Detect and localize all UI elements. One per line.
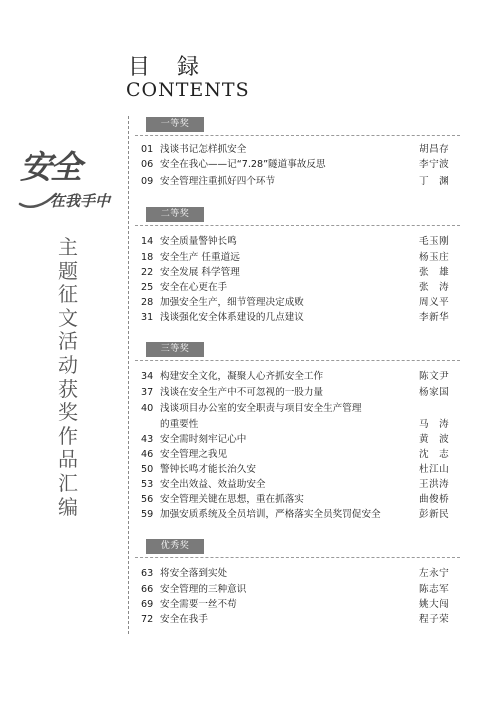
toc-author: 杨玉庄 (419, 252, 450, 263)
toc-author: 彭新民 (419, 509, 450, 520)
toc-title: 浅谈项目办公室的安全职责与项目安全生产管理 (160, 403, 362, 414)
section-label-excellence-prize: 优秀奖 (146, 539, 204, 554)
toc-author: 黄 波 (419, 434, 450, 445)
toc-author: 马 涛 (419, 419, 450, 430)
toc-entry[interactable] (141, 478, 463, 492)
toc-author: 杨家国 (419, 387, 450, 398)
toc-title: 构建安全文化，凝聚人心齐抓安全工作 (160, 371, 324, 382)
toc-title: 将安全落到实处 (160, 568, 228, 579)
toc-title: 安全生产 任重道远 (160, 252, 240, 263)
toc-page: 63 (141, 568, 154, 579)
toc-title: 警钟长鸣才能长治久安 (160, 464, 256, 475)
toc-title: 的重要性 (160, 419, 199, 430)
toc-entry[interactable] (141, 493, 463, 507)
side-title (56, 236, 80, 519)
toc-entry[interactable] (141, 598, 463, 612)
toc-title: 浅谈在安全生产中不可忽视的一股力量 (160, 387, 324, 398)
toc-page: 43 (141, 434, 154, 445)
toc-page: 25 (141, 282, 154, 293)
toc-entry[interactable] (141, 613, 463, 627)
toc-title: 安全在心更在手 (160, 282, 228, 293)
toc-entry[interactable] (141, 448, 463, 462)
toc-page: 14 (141, 236, 154, 247)
side-title-char: 品 (58, 447, 78, 472)
toc-entry-continued[interactable] (141, 418, 463, 432)
toc-entry[interactable] (141, 251, 463, 265)
toc-entry[interactable] (141, 235, 463, 249)
toc-page: 28 (141, 297, 154, 308)
section-rule (135, 557, 460, 558)
section-label-first-prize: 一等奖 (146, 117, 204, 132)
page-title: 目 録 (128, 55, 209, 80)
toc-page: 06 (141, 159, 154, 170)
toc-entry[interactable] (141, 158, 463, 172)
toc-entry[interactable] (141, 567, 463, 581)
toc-page: 56 (141, 494, 154, 505)
toc-title: 安全管理关键在思想，重在抓落实 (160, 494, 304, 505)
toc-page: 69 (141, 599, 154, 610)
toc-author: 张 涛 (419, 282, 450, 293)
toc-entry[interactable] (141, 143, 463, 157)
toc-entry[interactable] (141, 402, 463, 416)
section-rule (135, 135, 460, 136)
toc-title: 安全质量警钟长鸣 (160, 236, 237, 247)
toc-author: 陈志军 (419, 584, 450, 595)
toc-entry[interactable] (141, 175, 463, 189)
toc-entry[interactable] (141, 296, 463, 310)
toc-entry[interactable] (141, 386, 463, 400)
toc-author: 王洪涛 (419, 479, 450, 490)
toc-page: 72 (141, 614, 154, 625)
toc-page: 31 (141, 312, 154, 323)
toc-title: 加强安全生产，细节管理决定成败 (160, 297, 304, 308)
toc-page: 09 (141, 176, 154, 187)
toc-page: 46 (141, 449, 154, 460)
toc-page: 40 (141, 403, 154, 414)
toc-page: 22 (141, 267, 154, 278)
toc-author: 姚大闯 (419, 599, 450, 610)
toc-entry[interactable] (141, 463, 463, 477)
toc-author: 张 雄 (419, 267, 450, 278)
side-title-char: 动 (58, 352, 78, 377)
side-title-char: 征 (58, 282, 78, 307)
toc-title: 加强安质系统及全员培训，严格落实全员奖罚促安全 (160, 509, 381, 520)
toc-author: 李宁波 (419, 159, 450, 170)
toc-title: 安全管理注重抓好四个环节 (160, 176, 276, 187)
side-title-char: 活 (58, 329, 78, 354)
section-label-third-prize: 三等奖 (146, 342, 204, 357)
toc-title: 安全管理的三种意识 (160, 584, 247, 595)
toc-author: 丁 渊 (419, 176, 450, 187)
section-rule (135, 360, 460, 361)
toc-entry[interactable] (141, 583, 463, 597)
side-title-char: 主 (58, 235, 78, 259)
section-rule (135, 225, 460, 226)
toc-page: 34 (141, 371, 154, 382)
toc-title: 安全出效益、效益助安全 (160, 479, 266, 490)
toc-page: 01 (141, 144, 154, 155)
toc-entry[interactable] (141, 508, 463, 522)
toc-page: 53 (141, 479, 154, 490)
toc-entry[interactable] (141, 433, 463, 447)
toc-author: 曲俊桥 (419, 494, 450, 505)
toc-title: 安全管理之我见 (160, 449, 228, 460)
brand-sub-text: 在我手中 (50, 192, 111, 210)
section-label-second-prize: 二等奖 (146, 207, 204, 222)
toc-page: 18 (141, 252, 154, 263)
side-title-char: 文 (58, 305, 78, 330)
toc-author: 毛玉刚 (419, 236, 450, 247)
toc-title: 浅谈强化安全体系建设的几点建议 (160, 312, 304, 323)
toc-title: 浅谈书记怎样抓安全 (160, 144, 247, 155)
toc-entry[interactable] (141, 370, 463, 384)
toc-author: 左永宁 (419, 568, 450, 579)
toc-entry[interactable] (141, 311, 463, 325)
brand-logo (14, 140, 129, 235)
page-subtitle: CONTENTS (126, 79, 250, 101)
toc-title: 安全发展 科学管理 (160, 267, 240, 278)
toc-author: 胡昌存 (419, 144, 450, 155)
toc-author: 杜江山 (419, 464, 450, 475)
toc-author: 程子荣 (419, 614, 450, 625)
side-title-char: 作 (58, 423, 78, 448)
side-title-char: 获 (58, 376, 78, 401)
toc-author: 沈 志 (419, 449, 450, 460)
toc-title: 安全需要一丝不苟 (160, 599, 237, 610)
toc-author: 周义平 (419, 297, 450, 308)
toc-title: 安全在我手 (160, 614, 208, 625)
toc-page: 50 (141, 464, 154, 475)
side-title-char: 编 (58, 494, 78, 519)
toc-page: 59 (141, 509, 154, 520)
toc-entry[interactable] (141, 281, 463, 295)
toc-entry[interactable] (141, 266, 463, 280)
toc-page: 37 (141, 387, 154, 398)
side-title-char: 题 (58, 258, 78, 283)
side-title-char: 汇 (58, 470, 78, 495)
toc-title: 安全需时刻牢记心中 (160, 434, 247, 445)
toc-author: 李新华 (419, 312, 450, 323)
toc-author: 陈文尹 (419, 371, 450, 382)
brand-main-text: 安全 (20, 148, 81, 186)
toc-title: 安全在我心——记“7.28”隧道事故反思 (160, 159, 326, 170)
side-title-char: 奖 (58, 400, 78, 425)
toc-page: 66 (141, 584, 154, 595)
